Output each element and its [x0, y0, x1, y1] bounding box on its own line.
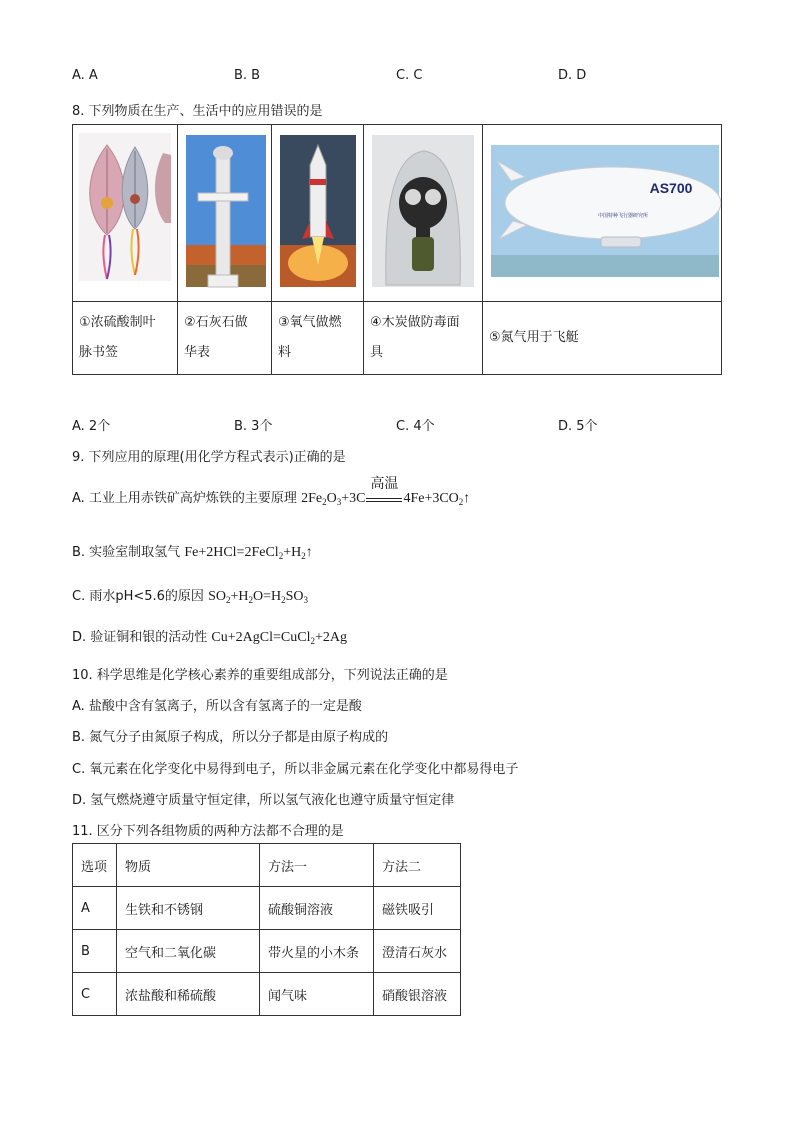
caption-1-line-2: 脉书签	[79, 345, 119, 360]
caption-1-line-1: ①浓硫酸制叶	[79, 315, 156, 330]
rocket-picture	[272, 125, 364, 302]
q9-option-c	[72, 585, 308, 605]
caption-5	[483, 302, 722, 375]
q8-option-c: C. 4个	[396, 419, 435, 434]
table-cell: 澄清石灰水	[374, 930, 461, 973]
q10-option-a: A. 盐酸中含有氢离子，所以含有氢离子的一定是酸	[72, 699, 362, 714]
q8-stem: 8. 下列物质在生产、生活中的应用错误的是	[72, 104, 323, 119]
q9-option-b-label: B. 实验室制取氢气	[72, 545, 181, 560]
table-row	[73, 887, 461, 930]
q9-option-d-equation: Cu+2AgCl=CuCl$_2$+2Ag	[211, 630, 347, 646]
q10-option-d: D. 氢气燃烧遵守质量守恒定律，所以氢气液化也遵守质量守恒定律	[72, 793, 455, 808]
gas-mask-picture	[364, 125, 483, 302]
rocket-image	[272, 125, 363, 301]
table-cell: 生铁和不锈钢	[117, 887, 260, 930]
table-cell: 闻气味	[260, 973, 374, 1016]
caption-2-line-2: 华表	[184, 345, 211, 360]
table-row	[73, 930, 461, 973]
caption-3	[272, 302, 364, 375]
caption-3-line-1: ③氧气做燃	[278, 315, 342, 330]
q11-stem: 11. 区分下列各组物质的两种方法都不合理的是	[72, 824, 344, 839]
caption-2-line-1: ②石灰石做	[184, 315, 248, 330]
airship-small-label: 中国特种飞行器研究所	[597, 213, 649, 219]
gas-mask-image	[364, 125, 482, 301]
reaction-condition: 高温	[370, 475, 399, 492]
q11-header-option: 选项	[73, 844, 117, 887]
q7-option-b: B. B	[234, 68, 261, 83]
caption-5-line-1: ⑤氮气用于飞艇	[489, 330, 579, 345]
q9-option-b	[72, 541, 313, 561]
q11-header-method-1: 方法一	[260, 844, 374, 887]
q7-option-d: D. D	[558, 68, 587, 83]
q9-stem: 9. 下列应用的原理(用化学方程式表示)正确的是	[72, 450, 346, 465]
q7-option-a: A. A	[72, 68, 98, 83]
table-cell: 磁铁吸引	[374, 887, 461, 930]
q10-stem: 10. 科学思维是化学核心素养的重要组成部分，下列说法正确的是	[72, 668, 448, 683]
q9-option-d	[72, 626, 347, 646]
caption-4	[364, 302, 483, 375]
q8-options	[72, 415, 722, 434]
caption-3-line-2: 料	[278, 345, 292, 360]
q8-option-b: B. 3个	[234, 419, 273, 434]
q8-picture-table	[72, 124, 722, 375]
q11-header-substance: 物质	[117, 844, 260, 887]
leaf-bookmark-image	[73, 125, 177, 301]
table-cell: 硝酸银溶液	[374, 973, 461, 1016]
q9-option-d-label: D. 验证铜和银的活动性	[72, 630, 208, 645]
table-cell: A	[73, 887, 117, 930]
q9-option-a-label: A. 工业上用赤铁矿高炉炼铁的主要原理	[72, 491, 297, 506]
table-row	[73, 973, 461, 1016]
table-cell: 硫酸铜溶液	[260, 887, 374, 930]
q9-option-a	[72, 475, 471, 507]
table-cell: 浓盐酸和稀硫酸	[117, 973, 260, 1016]
q7-option-c: C. C	[396, 68, 423, 83]
q7-options	[72, 68, 722, 83]
reaction-condition-arrow	[365, 475, 403, 506]
leaf-bookmark-picture	[73, 125, 178, 302]
airship-picture	[483, 125, 722, 302]
q10-option-b: B. 氮气分子由氮原子构成，所以分子都是由原子构成的	[72, 730, 389, 745]
q9-option-c-label: C. 雨水pH<5.6的原因	[72, 589, 204, 604]
airship-image	[483, 125, 721, 301]
q9-option-a-equation: $2Fe_2O_3+3C$ 高温 $4Fe+3CO_2↑$	[301, 491, 470, 506]
table-cell: C	[73, 973, 117, 1016]
huabiao-image	[178, 125, 271, 301]
q9-option-b-equation: $Fe+2HCl=2FeCl_2+H_2↑$	[184, 545, 313, 561]
q11-table	[72, 843, 461, 1016]
caption-4-line-1: ④木炭做防毒面	[370, 315, 460, 330]
caption-2	[178, 302, 272, 375]
table-cell: 空气和二氧化碳	[117, 930, 260, 973]
q11-header-method-2: 方法二	[374, 844, 461, 887]
q9-option-c-equation: $SO_2+H_2O=H_2SO_3$	[208, 589, 309, 605]
q8-option-d: D. 5个	[558, 419, 598, 434]
caption-4-line-2: 具	[370, 345, 384, 360]
caption-1	[73, 302, 178, 375]
table-cell: 带火星的小木条	[260, 930, 374, 973]
huabiao-picture	[178, 125, 272, 302]
airship-label: AS700	[649, 180, 693, 196]
q8-option-a: A. 2个	[72, 419, 111, 434]
q11-header-row	[73, 844, 461, 887]
table-cell: B	[73, 930, 117, 973]
q10-option-c: C. 氧元素在化学变化中易得到电子，所以非金属元素在化学变化中都易得电子	[72, 762, 519, 777]
